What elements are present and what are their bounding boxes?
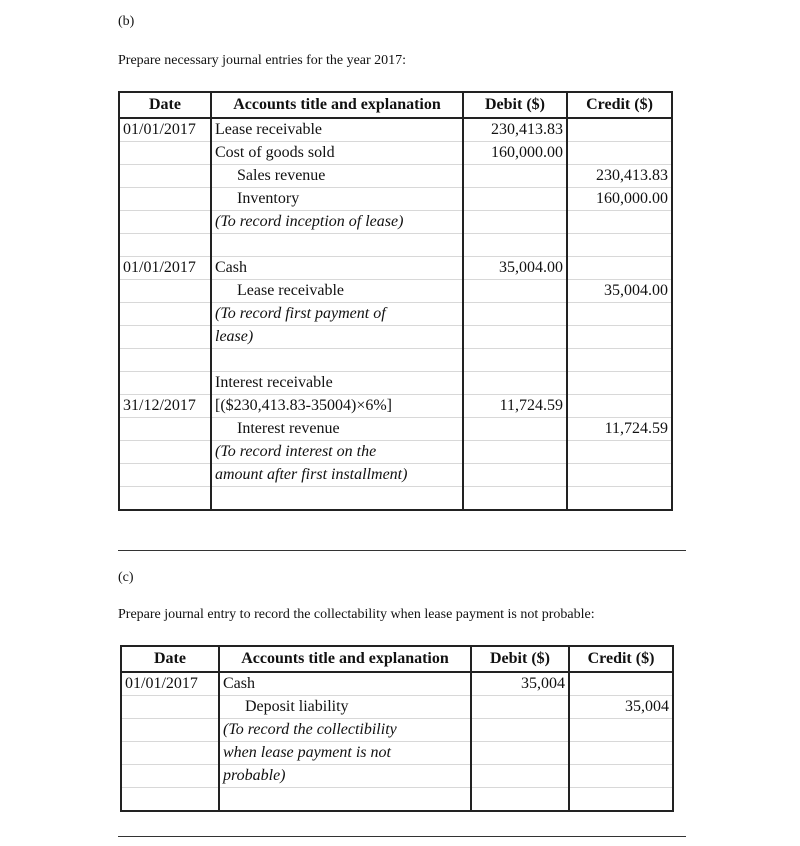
credit-cell xyxy=(567,142,672,165)
table-row xyxy=(119,165,672,188)
credit-cell xyxy=(567,257,672,280)
date-cell: 01/01/2017 xyxy=(119,257,211,280)
part-c-instruction: Prepare journal entry to record the collectability when lease payment is not probable: xyxy=(118,607,595,622)
table-row xyxy=(119,257,672,280)
account-cell xyxy=(219,696,471,719)
table-row xyxy=(119,280,672,303)
date-cell xyxy=(121,719,219,742)
credit-cell: 11,724.59 xyxy=(567,418,672,441)
debit-cell xyxy=(471,788,569,812)
credit-cell xyxy=(569,672,673,696)
date-cell xyxy=(121,788,219,812)
account-cell: Cost of goods sold xyxy=(211,142,463,165)
table-row xyxy=(119,234,672,257)
account-header: Accounts title and explanation xyxy=(211,92,463,118)
debit-cell xyxy=(463,326,567,349)
credit-cell: 35,004 xyxy=(569,696,673,719)
table-row xyxy=(119,303,672,326)
date-cell: 01/01/2017 xyxy=(119,118,211,142)
date-cell xyxy=(119,464,211,487)
credit-cell xyxy=(567,487,672,511)
date-cell xyxy=(119,211,211,234)
debit-cell xyxy=(463,303,567,326)
table-row xyxy=(121,742,673,765)
date-cell xyxy=(121,765,219,788)
credit-cell: 160,000.00 xyxy=(567,188,672,211)
table-row xyxy=(119,349,672,372)
credit-cell xyxy=(567,349,672,372)
table-row xyxy=(121,672,673,696)
date-cell xyxy=(121,696,219,719)
debit-cell xyxy=(471,696,569,719)
debit-cell xyxy=(463,418,567,441)
account-cell xyxy=(211,234,463,257)
account-cell: Lease receivable xyxy=(211,118,463,142)
account-cell: [($230,413.83-35004)×6%] xyxy=(211,395,463,418)
account-cell: (To record interest on the xyxy=(211,441,463,464)
date-cell xyxy=(119,326,211,349)
debit-cell xyxy=(463,441,567,464)
date-cell xyxy=(119,280,211,303)
account-cell xyxy=(211,349,463,372)
part-c-label: (c) xyxy=(118,570,134,585)
part-b-instruction: Prepare necessary journal entries for the year 2017: xyxy=(118,53,407,68)
section-divider xyxy=(118,836,686,837)
date-cell: 01/01/2017 xyxy=(121,672,219,696)
account-cell: lease) xyxy=(211,326,463,349)
credit-header: Credit ($) xyxy=(569,646,673,672)
table-row xyxy=(119,441,672,464)
account-text: Lease receivable xyxy=(237,282,345,299)
account-cell: (To record inception of lease) xyxy=(211,211,463,234)
account-cell: when lease payment is not xyxy=(219,742,471,765)
credit-cell xyxy=(569,719,673,742)
debit-cell xyxy=(471,765,569,788)
credit-cell: 35,004.00 xyxy=(567,280,672,303)
account-cell: Cash xyxy=(219,672,471,696)
account-cell: (To record the collectibility xyxy=(219,719,471,742)
account-cell xyxy=(211,418,463,441)
debit-cell xyxy=(463,487,567,511)
debit-cell xyxy=(463,280,567,303)
credit-cell xyxy=(567,372,672,395)
debit-cell xyxy=(463,211,567,234)
debit-cell xyxy=(463,464,567,487)
credit-header: Credit ($) xyxy=(567,92,672,118)
date-cell xyxy=(119,165,211,188)
date-cell xyxy=(119,303,211,326)
account-cell: (To record first payment of xyxy=(211,303,463,326)
debit-header: Debit ($) xyxy=(471,646,569,672)
debit-cell: 35,004 xyxy=(471,672,569,696)
debit-cell xyxy=(463,165,567,188)
account-header: Accounts title and explanation xyxy=(219,646,471,672)
credit-cell xyxy=(567,234,672,257)
account-text: Deposit liability xyxy=(245,698,349,715)
account-cell: amount after first installment) xyxy=(211,464,463,487)
date-cell xyxy=(119,234,211,257)
credit-cell xyxy=(567,395,672,418)
table-header-row xyxy=(121,646,673,672)
table-row xyxy=(119,188,672,211)
table-row xyxy=(119,487,672,511)
account-cell xyxy=(211,280,463,303)
date-cell xyxy=(121,742,219,765)
account-cell xyxy=(211,188,463,211)
table-row xyxy=(119,372,672,395)
debit-header: Debit ($) xyxy=(463,92,567,118)
table-row xyxy=(119,395,672,418)
table-row xyxy=(121,788,673,812)
date-cell xyxy=(119,349,211,372)
table-row xyxy=(119,464,672,487)
table-row xyxy=(119,142,672,165)
account-text: Inventory xyxy=(237,190,300,207)
credit-cell xyxy=(569,742,673,765)
date-cell: 31/12/2017 xyxy=(119,395,211,418)
debit-cell xyxy=(463,234,567,257)
debit-cell: 35,004.00 xyxy=(463,257,567,280)
date-cell xyxy=(119,142,211,165)
account-cell xyxy=(211,487,463,511)
table-row xyxy=(121,719,673,742)
table-row xyxy=(119,211,672,234)
table-header-row xyxy=(119,92,672,118)
credit-cell xyxy=(567,441,672,464)
date-cell xyxy=(119,188,211,211)
date-header: Date xyxy=(119,92,211,118)
part-b-label: (b) xyxy=(118,14,135,29)
date-cell xyxy=(119,418,211,441)
account-text: Interest revenue xyxy=(237,420,340,437)
debit-cell: 11,724.59 xyxy=(463,395,567,418)
debit-cell xyxy=(471,719,569,742)
credit-cell xyxy=(567,464,672,487)
account-cell: probable) xyxy=(219,765,471,788)
journal-table-b xyxy=(118,91,673,511)
account-text: Sales revenue xyxy=(237,167,326,184)
section-divider xyxy=(118,550,686,551)
table-row xyxy=(121,765,673,788)
table-row xyxy=(119,418,672,441)
credit-cell xyxy=(567,118,672,142)
table-row xyxy=(121,696,673,719)
credit-cell xyxy=(569,788,673,812)
date-cell xyxy=(119,372,211,395)
credit-cell xyxy=(567,211,672,234)
account-cell: Cash xyxy=(211,257,463,280)
debit-cell: 160,000.00 xyxy=(463,142,567,165)
table-row xyxy=(119,326,672,349)
credit-cell xyxy=(569,765,673,788)
account-cell xyxy=(219,788,471,812)
date-cell xyxy=(119,441,211,464)
date-header: Date xyxy=(121,646,219,672)
account-cell xyxy=(211,165,463,188)
debit-cell: 230,413.83 xyxy=(463,118,567,142)
account-cell: Interest receivable xyxy=(211,372,463,395)
debit-cell xyxy=(463,349,567,372)
debit-cell xyxy=(463,188,567,211)
credit-cell xyxy=(567,326,672,349)
table-row xyxy=(119,118,672,142)
journal-table-c xyxy=(120,645,674,812)
date-cell xyxy=(119,487,211,511)
credit-cell xyxy=(567,303,672,326)
debit-cell xyxy=(471,742,569,765)
debit-cell xyxy=(463,372,567,395)
credit-cell: 230,413.83 xyxy=(567,165,672,188)
